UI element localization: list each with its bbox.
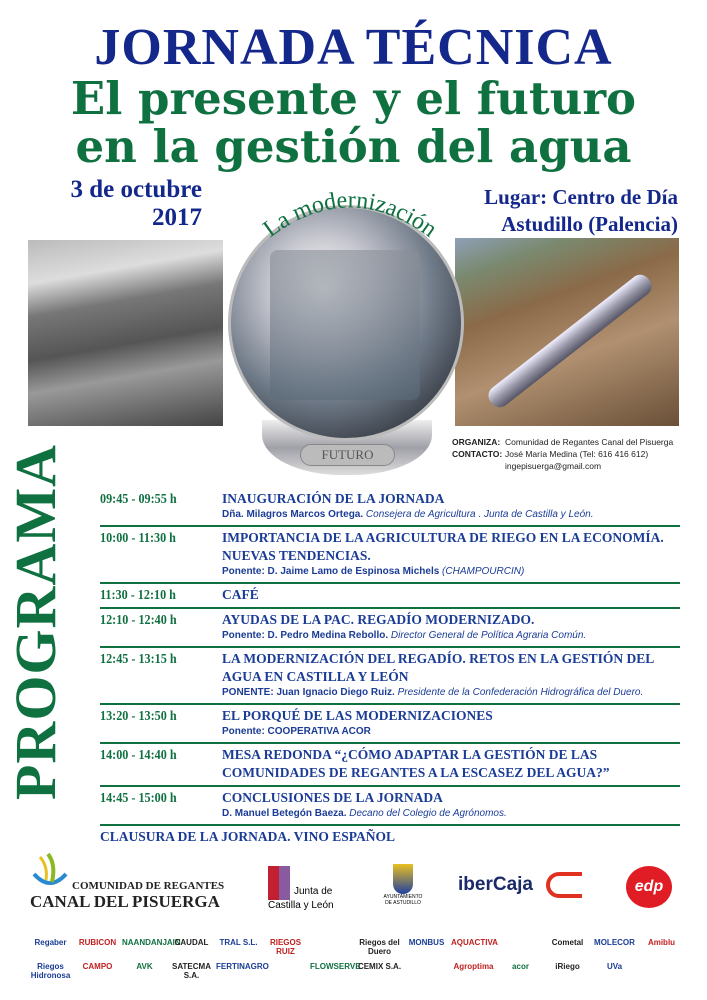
- schedule-speaker: [222, 807, 680, 821]
- collaborator-logo: RIEGOS RUIZ: [269, 938, 302, 956]
- contacto-value: José María Medina (Tel: 616 416 612): [505, 449, 649, 459]
- canal-line1: COMUNIDAD DE REGANTES: [72, 880, 225, 892]
- event-subtitle-line1: El presente y el futuro: [70, 72, 637, 125]
- closing-text: CLAUSURA DE LA JORNADA. VINO ESPAÑOL: [100, 829, 396, 844]
- event-place: [450, 184, 678, 238]
- collaborator-logo: TRAL S.L.: [219, 938, 258, 947]
- speaker-role: Presidente de la Confederación Hidrográfica del Duero.: [394, 687, 644, 698]
- speaker-role: (CHAMPOURCIN): [439, 566, 525, 577]
- schedule-row: [100, 744, 680, 787]
- ibercaja-symbol-icon: [546, 872, 582, 898]
- schedule-title: MESA REDONDA “¿CÓMO ADAPTAR LA GESTIÓN DE LAS COMUNIDADES DE REGANTES A LA ESCASEZ DEL AGUA?”: [222, 747, 610, 780]
- collaborator-logo: Cometal: [551, 938, 584, 947]
- collaborator-logo: FERTINAGRO: [216, 962, 269, 971]
- contact-email[interactable]: ingepisuerga@gmail.com: [505, 461, 602, 471]
- schedule-time: 12:10 - 12:40 h: [100, 612, 177, 627]
- schedule-time: 13:20 - 13:50 h: [100, 708, 177, 723]
- event-date: [30, 176, 202, 232]
- collaborator-logo: MOLECOR: [594, 938, 635, 947]
- collaborator-logo: SATECMA S.A.: [172, 962, 211, 980]
- collaborator-logo: MONBUS: [408, 938, 445, 947]
- wheat-wave-icon: [30, 852, 70, 892]
- schedule-title: CAFÉ: [222, 587, 259, 602]
- collaborator-logo: RUBICON: [78, 938, 117, 947]
- schedule-row: [100, 488, 680, 527]
- schedule-speaker: [222, 725, 680, 739]
- junta-line1: Junta de: [294, 886, 333, 897]
- schedule-title: INAUGURACIÓN DE LA JORNADA: [222, 491, 445, 506]
- irrigation-channel-photo: [28, 240, 223, 426]
- schedule-row: [100, 705, 680, 744]
- collaborator-logo: Regaber: [34, 938, 67, 947]
- collaborator-logo: CAUDAL: [174, 938, 209, 947]
- organiza-label: ORGANIZA:: [452, 437, 501, 447]
- collaborator-logo: FLOWSERVE: [310, 962, 361, 971]
- program-schedule: [100, 488, 680, 845]
- coat-of-arms-icon: [268, 866, 290, 900]
- speaker-role: Decano del Colegio de Agrónomos.: [346, 808, 507, 819]
- shield-icon: [393, 864, 413, 894]
- contacto-label: CONTACTO:: [452, 449, 503, 459]
- collaborator-logo: Agroptima: [453, 962, 494, 971]
- pump-machinery-image: [270, 250, 420, 400]
- ayto-line2: DE ASTUDILLO: [385, 900, 421, 906]
- schedule-row: [100, 527, 680, 584]
- schedule-speaker: [222, 629, 680, 643]
- schedule-speaker: [222, 565, 680, 579]
- schedule-row: [100, 584, 680, 609]
- collaborator-logo: iRiego: [555, 962, 580, 971]
- speaker-name: PONENTE: Juan Ignacio Diego Ruiz.: [222, 687, 395, 698]
- collaborator-logo: CEMIX S.A.: [357, 962, 402, 971]
- schedule-title: IMPORTANCIA DE LA AGRICULTURA DE RIEGO EN LA ECONOMÍA. NUEVAS TENDENCIAS.: [222, 530, 664, 563]
- date-line2: 2017: [152, 204, 202, 231]
- collaborator-logo: AQUACTIVA: [451, 938, 498, 947]
- organiza-value: Comunidad de Regantes Canal del Pisuerga: [505, 437, 674, 447]
- svg-text:La modernización: [259, 187, 442, 242]
- edp-logo: edp: [626, 866, 672, 908]
- event-subtitle-line2: en la gestión del agua: [75, 120, 632, 173]
- junta-line2: Castilla y León: [268, 900, 334, 911]
- ayuntamiento-logo: [378, 864, 428, 906]
- schedule-time: 10:00 - 11:30 h: [100, 530, 176, 545]
- schedule-row: [100, 609, 680, 648]
- canal-pisuerga-logo: [30, 852, 230, 912]
- collaborator-logo: CAMPO: [82, 962, 113, 971]
- speaker-name: D. Manuel Betegón Baeza.: [222, 808, 347, 819]
- collaborator-logo: Riegos Hidronosa: [30, 962, 71, 980]
- schedule-time: 11:30 - 12:10 h: [100, 587, 176, 602]
- schedule-speaker: [222, 508, 680, 522]
- schedule-time: 09:45 - 09:55 h: [100, 491, 177, 506]
- speaker-role: Consejera de Agricultura . Junta de Castilla y León.: [363, 509, 594, 520]
- schedule-title: AYUDAS DE LA PAC. REGADÍO MODERNIZADO.: [222, 612, 535, 627]
- modernizacion-text: La modernización: [258, 187, 442, 243]
- program-heading: PROGRAMA: [3, 444, 68, 800]
- place-line2: Astudillo (Palencia): [501, 212, 678, 236]
- schedule-time: 12:45 - 13:15 h: [100, 651, 177, 666]
- ayto-line1: AYUNTAMIENTO: [383, 894, 423, 900]
- schedule-title: EL PORQUÉ DE LAS MODERNIZACIONES: [222, 708, 493, 723]
- speaker-name: Ponente: COOPERATIVA ACOR: [222, 726, 371, 737]
- ibercaja-logo: iberCaja: [458, 874, 533, 895]
- speaker-name: Ponente: D. Pedro Medina Rebollo.: [222, 630, 389, 641]
- event-title: JORNADA TÉCNICA: [94, 19, 613, 76]
- speaker-name: Ponente: D. Jaime Lamo de Espinosa Michels: [222, 566, 440, 577]
- collaborator-logo: AVK: [136, 962, 153, 971]
- speaker-role: Director General de Política Agraria Común.: [388, 630, 587, 641]
- futuro-label: FUTURO: [300, 444, 395, 466]
- schedule-title: CONCLUSIONES DE LA JORNADA: [222, 790, 443, 805]
- organizer-info: [452, 436, 673, 472]
- collaborator-logo: UVa: [606, 962, 623, 971]
- schedule-time: 14:45 - 15:00 h: [100, 790, 177, 805]
- junta-castilla-leon-logo: [268, 866, 343, 911]
- collaborator-logo: Amiblu: [647, 938, 676, 947]
- date-line1: 3 de octubre: [70, 176, 202, 203]
- schedule-speaker: [222, 686, 680, 700]
- schedule-time: 14:00 - 14:40 h: [100, 747, 177, 762]
- schedule-row: [100, 787, 680, 826]
- canal-line2: CANAL DEL PISUERGA: [30, 892, 220, 911]
- place-line1: Lugar: Centro de Día: [484, 185, 678, 209]
- speaker-name: Dña. Milagros Marcos Ortega.: [222, 509, 364, 520]
- collaborator-logo: acor: [512, 962, 529, 971]
- arc-text: [220, 160, 480, 270]
- schedule-title: LA MODERNIZACIÓN DEL REGADÍO. RETOS EN LA GESTIÓN DEL AGUA EN CASTILLA Y LEÓN: [222, 651, 654, 684]
- schedule-row: [100, 648, 680, 705]
- collaborator-logo: NAANDANJAIN: [122, 938, 181, 947]
- collaborator-logo: Riegos del Duero: [359, 938, 400, 956]
